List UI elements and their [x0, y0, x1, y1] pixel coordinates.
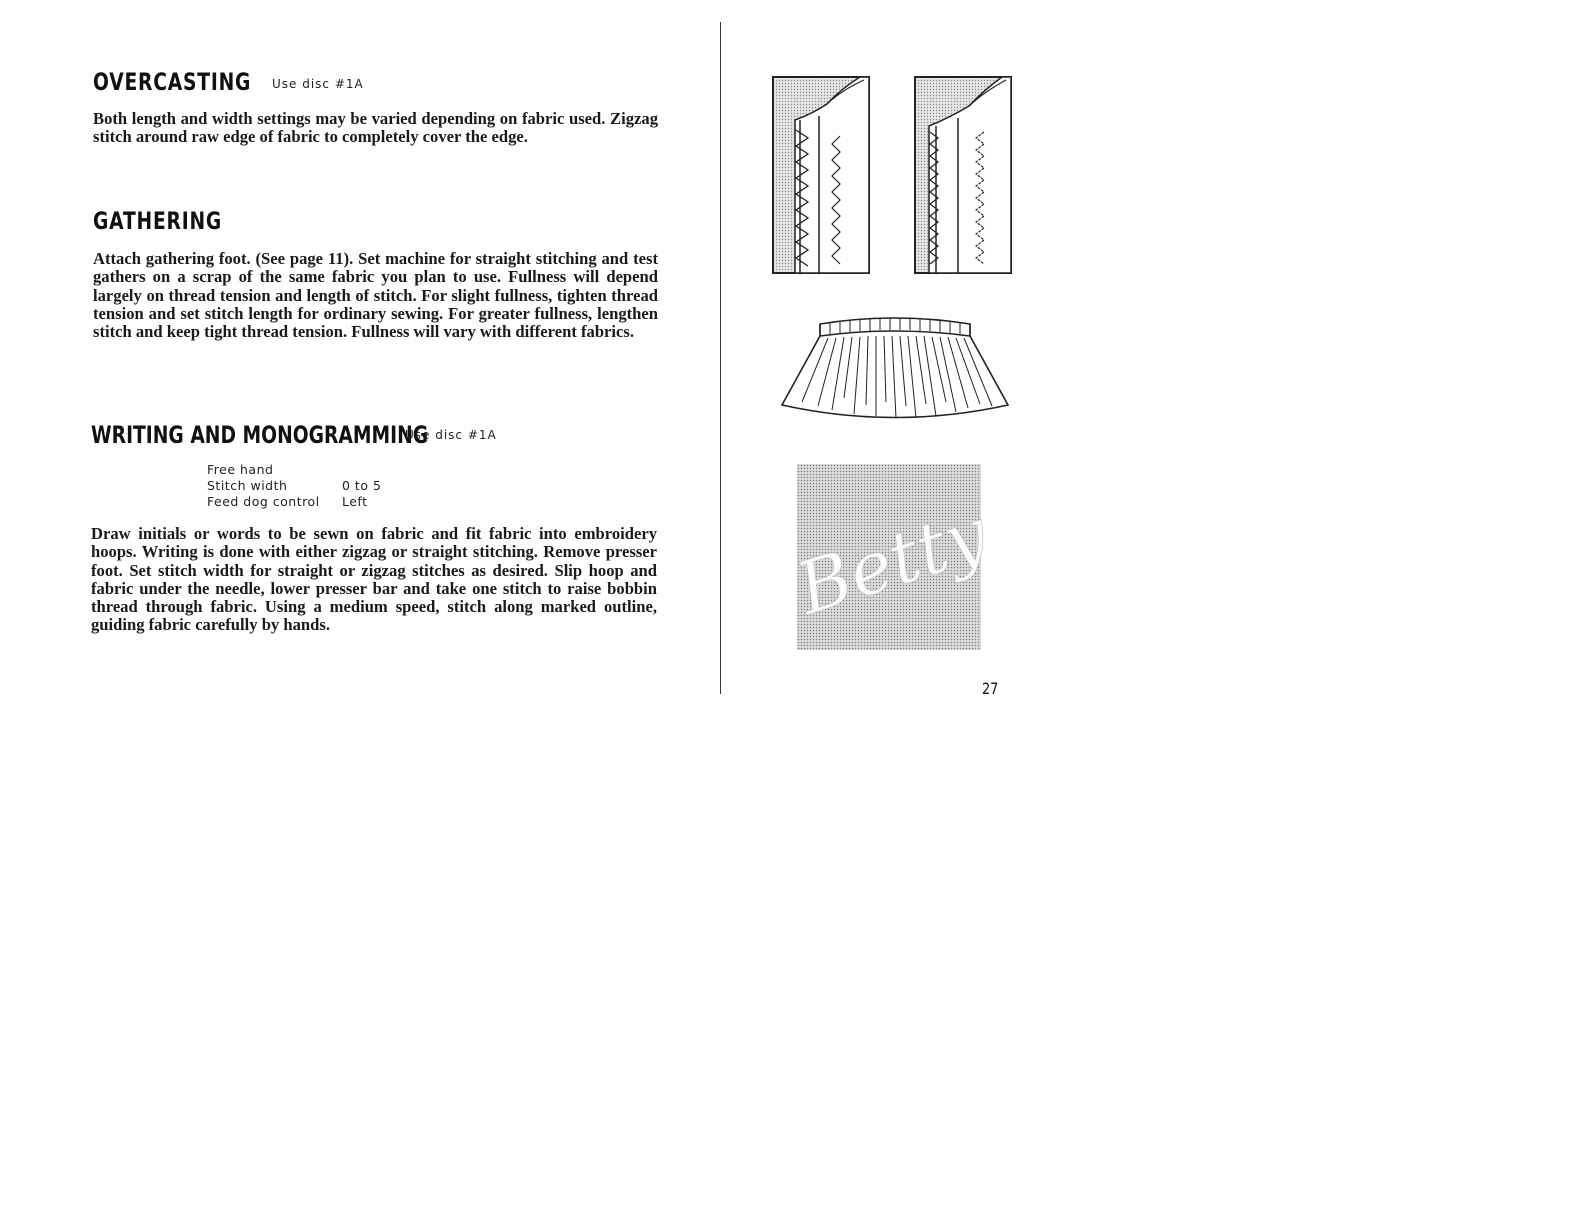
page-divider — [720, 22, 721, 694]
setting-row — [207, 494, 381, 510]
setting-label: Free hand — [207, 462, 274, 477]
monogram-text: Betty — [786, 491, 998, 632]
overcasting-illustration-1 — [772, 76, 872, 276]
gathering-illustration — [780, 310, 1010, 430]
setting-label: Feed dog control — [207, 494, 320, 509]
setting-row — [207, 462, 381, 478]
writing-heading: WRITING AND MONOGRAMMING — [91, 421, 429, 449]
gathering-paragraph: Attach gathering foot. (See page 11). Set machine for straight stitching and test gathers on a scrap of the same fabric you plan to use. Fullness will depend largely on thread tension and length of stitch. For slight fullness, tighten thread tension and set stitch length for ordinary sewing. For greater fullness, lengthen stitch and keep tight thread tension. Fullness will vary with different fabrics. — [93, 249, 658, 342]
writing-disc-note: Use disc #1A — [405, 428, 497, 442]
machine-settings-list — [207, 462, 381, 510]
page-number: 27 — [982, 679, 999, 698]
overcasting-heading: OVERCASTING — [93, 68, 252, 96]
setting-label: Stitch width — [207, 478, 288, 493]
monogram-illustration — [786, 464, 998, 650]
setting-value: 0 to 5 — [342, 478, 382, 493]
setting-row — [207, 478, 381, 494]
setting-value: Left — [342, 494, 368, 509]
overcasting-paragraph: Both length and width settings may be varied depending on fabric used. Zigzag stitch around raw edge of fabric to completely cover the edge. — [93, 109, 658, 147]
writing-paragraph: Draw initials or words to be sewn on fabric and fit fabric into embroidery hoops. Writing is done with either zigzag or straight stitching. Remove presser foot. Set stitch width for straight or zigzag stitches as desired. Slip hoop and fabric under the needle, lower presser bar and take one stitch to raise bobbin thread through fabric. Using a medium speed, stitch along marked outline, guiding fabric carefully by hands. — [91, 524, 657, 635]
overcasting-disc-note: Use disc #1A — [272, 77, 364, 91]
gathering-heading: GATHERING — [93, 207, 223, 235]
overcasting-illustration-2 — [914, 76, 1014, 276]
